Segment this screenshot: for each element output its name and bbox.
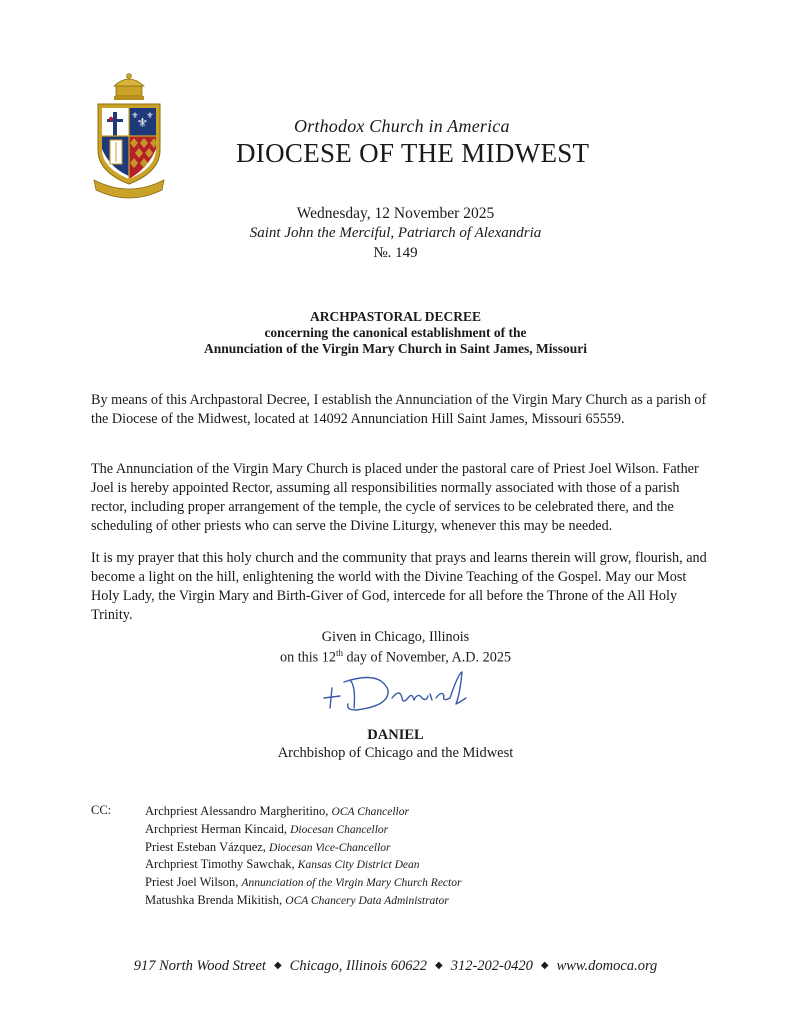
diocese-name: DIOCESE OF THE MIDWEST [236,138,590,168]
footer-phone: 312-202-0420 [450,958,533,974]
cc-item [145,821,461,839]
body-paragraph-2: The Annunciation of the Virgin Mary Church is placed under the pastoral care of Priest Joel Wilson. Father Joel is hereby appointed Rector, assuming all responsibilities normally associated with those of a parish rector, including proper arrangement of the temple, the cycle of services to be celebrated there, and the scheduling of other priests who can serve the Divine Liturgy, whenever this may be needed. [91,461,699,534]
cc-role: OCA Chancery Data Administrator [285,894,449,907]
cc-role: OCA Chancellor [331,806,409,818]
diocese-crest-logo [92,72,166,202]
decree-subtitle-2: Annunciation of the Virgin Mary Church in Saint James, Missouri [203,341,588,356]
decree-number: №. 149 [373,245,418,261]
footer-contact [0,958,791,975]
cc-name: Priest Joel Wilson, [145,875,242,890]
footer-website-link[interactable]: www.domoca.org [556,958,658,974]
footer-address: 917 North Wood Street [133,958,266,974]
cc-list [145,803,461,910]
signer-name: DANIEL [367,727,424,743]
diamond-separator-icon: ◆ [273,960,282,971]
body-paragraph-1: By means of this Archpastoral Decree, I establish the Annunciation of the Virgin Mary Church as a parish of the Diocese of the Midwest, located at 14092 Annunciation Hill Saint James, Missouri 65559. [91,392,707,427]
given-date-pre: on this 12 [279,649,336,666]
signer-title: Archbishop of Chicago and the Midwest [277,745,514,761]
cc-name: Matushka Brenda Mikitish, [145,892,286,907]
svg-text:⚜: ⚜ [146,111,154,120]
handwritten-signature [310,664,470,720]
given-place: Given in Chicago, Illinois [321,629,470,645]
cc-role: Diocesan Chancellor [290,823,389,836]
org-name: Orthodox Church in America [294,116,510,136]
svg-text:⚜: ⚜ [136,116,149,131]
decree-date: Wednesday, 12 November 2025 [296,205,495,222]
cc-item [145,856,461,874]
cc-name: Archpriest Timothy Sawchak, [145,857,298,872]
cc-item [145,892,461,910]
decree-title: ARCHPASTORAL DECREE [310,309,481,324]
feast-day: Saint John the Merciful, Patriarch of Alexandria [249,225,542,241]
diamond-separator-icon: ◆ [435,960,443,971]
cc-name: Priest Esteban Vázquez, [145,839,270,854]
cc-role: Kansas City District Dean [297,859,420,872]
cc-label: CC: [91,803,112,817]
footer-city: Chicago, Illinois 60622 [289,958,428,974]
cc-role: Diocesan Vice-Chancellor [269,841,391,854]
svg-text:⚜: ⚜ [131,111,139,120]
decree-subtitle-1: concerning the canonical establishment of the [264,325,527,340]
given-date-post: day of November, A.D. 2025 [342,649,512,666]
given-date-sup: th [335,648,343,658]
cc-item [145,839,461,857]
cc-name: Archpriest Alessandro Margheritino, [145,804,332,818]
crown-icon [114,74,144,101]
cc-item [145,803,461,821]
diamond-separator-icon: ◆ [540,960,549,971]
cc-name: Archpriest Herman Kincaid, [145,821,291,836]
cc-item [145,874,461,892]
cc-role: Annunciation of the Virgin Mary Church Rector [241,877,462,890]
body-paragraph-3: It is my prayer that this holy church and the community that prays and learns therein will grow, flourish, and become a light on the hill, enlightening the world with the Divine Teaching of the Gospel. May our Most Holy Lady, the Virgin Mary and Birth-Giver of God, intercede for all before the Throne of the All Holy Trinity. [91,550,707,623]
